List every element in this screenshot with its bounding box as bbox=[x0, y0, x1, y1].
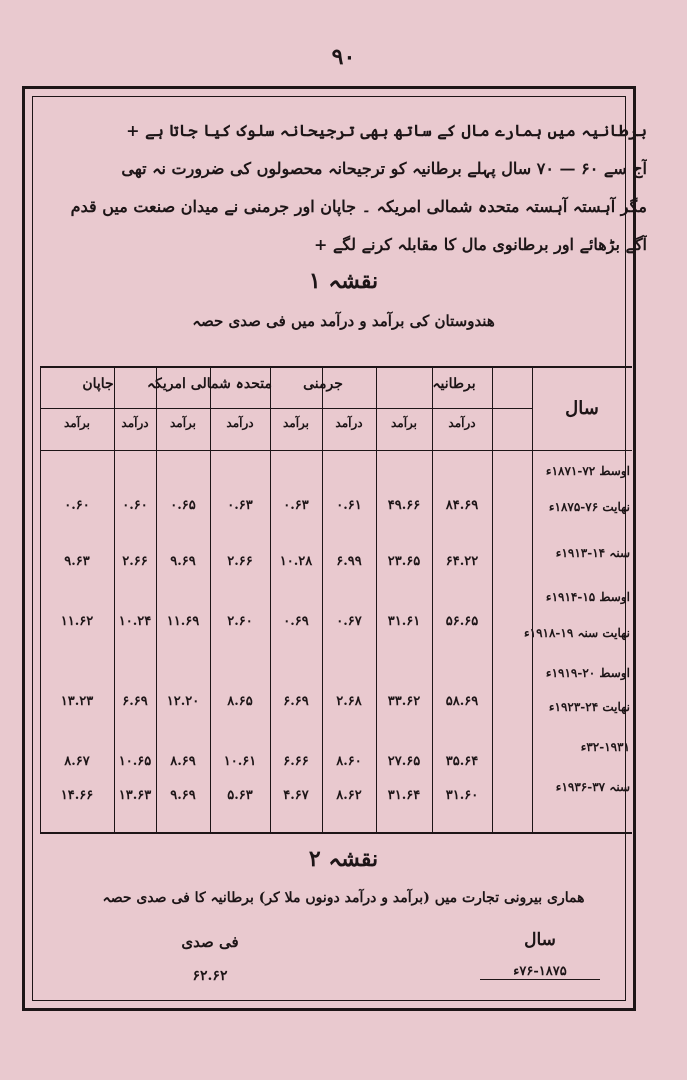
table-cell: ۵.۶۳ bbox=[227, 788, 253, 803]
table-cell: ۳۱.۶۰ bbox=[445, 788, 479, 803]
table-cell: ۵۸.۶۹ bbox=[445, 694, 479, 709]
intro-line: آگے بڑھائے اور برطانوی مال کا مقابلہ کرنے لگے + bbox=[313, 235, 647, 254]
intro-paragraph bbox=[40, 112, 647, 264]
col-header: درآمد bbox=[226, 416, 254, 430]
table-cell: ۱۳.۶۳ bbox=[118, 788, 152, 803]
table-cell: ۸.۶۹ bbox=[170, 754, 196, 769]
table-cell: ۲.۶۸ bbox=[336, 694, 362, 709]
table-cell: ۰.۶۰ bbox=[64, 498, 90, 513]
table-cell: ۰.۶۳ bbox=[283, 498, 309, 513]
period-label: اوسط ۷۲-۱۸۷۱ء bbox=[545, 464, 630, 478]
table-rule bbox=[532, 368, 533, 832]
table-cell: ۲.۶۰ bbox=[227, 614, 253, 629]
table-cell: ۱۰.۲۸ bbox=[279, 554, 313, 569]
table-cell: ۴۹.۶۶ bbox=[387, 498, 421, 513]
table-cell: ۳۳.۶۲ bbox=[387, 694, 421, 709]
table-cell: ۰.۶۷ bbox=[336, 614, 362, 629]
table-cell: ۲.۶۶ bbox=[122, 554, 148, 569]
table-cell: ۶.۶۹ bbox=[283, 694, 309, 709]
table-cell: ۶.۹۹ bbox=[336, 554, 362, 569]
year-header: سال bbox=[565, 398, 599, 419]
col-header: برآمد bbox=[390, 416, 418, 430]
group-britain: برطانیہ bbox=[432, 376, 476, 392]
table1-subtitle: ھندوستان کی برآمد و درآمد میں فی صدی حصہ bbox=[192, 312, 495, 330]
table-cell: ۸۴.۶۹ bbox=[445, 498, 479, 513]
col-header: برآمد bbox=[63, 416, 91, 430]
table-cell: ۹.۶۹ bbox=[170, 554, 196, 569]
table-cell: ۱۴.۶۶ bbox=[60, 788, 94, 803]
table-cell: ۸.۶۰ bbox=[336, 754, 362, 769]
table-cell: ۱۱.۶۲ bbox=[60, 614, 94, 629]
table-cell: ۲۷.۶۵ bbox=[387, 754, 421, 769]
col-header: درآمد bbox=[121, 416, 149, 430]
table-cell: ۰.۶۳ bbox=[227, 498, 253, 513]
table2-percent-value: ۶۲.۶۲ bbox=[192, 968, 228, 984]
table-cell: ۰.۶۹ bbox=[283, 614, 309, 629]
table-cell: ۰.۶۵ bbox=[170, 498, 196, 513]
table-cell: ۶.۶۶ bbox=[283, 754, 309, 769]
table-cell: ۶.۶۹ bbox=[122, 694, 148, 709]
period-label: نھایت ۷۶-۱۸۷۵ء bbox=[548, 500, 630, 514]
group-germany: جرمنی bbox=[303, 376, 343, 392]
period-label: نھایت سنہ ۱۹-۱۹۱۸ء bbox=[523, 626, 630, 640]
period-label: ۳۲-۱۹۳۱ء bbox=[580, 740, 630, 754]
period-label: سنہ ۳۷-۱۹۳۶ء bbox=[555, 780, 630, 794]
col-header: برآمد bbox=[282, 416, 310, 430]
group-usa: متحدہ شمالی امریکہ bbox=[146, 376, 272, 392]
table-cell: ۱۰.۶۵ bbox=[118, 754, 152, 769]
table-cell: ۱۳.۲۳ bbox=[60, 694, 94, 709]
table1-title: نقشہ ۱ bbox=[308, 268, 379, 294]
col-header: درآمد bbox=[335, 416, 363, 430]
intro-line: مگر آہستہ آہستہ متحدہ شمالی امریکہ ۔ جاپان اور جرمنی نے میدان صنعت میں قدم bbox=[70, 197, 647, 216]
col-header: درآمد bbox=[448, 416, 476, 430]
period-label: اوسط ۲۰-۱۹۱۹ء bbox=[545, 666, 630, 680]
table-cell: ۲۳.۶۵ bbox=[387, 554, 421, 569]
table2-subtitle: ھماری بیرونی تجارت میں (برآمد و درآمد دونوں ملا کر) برطانیہ کا فی صدی حصہ bbox=[102, 890, 585, 906]
table-cell: ۲.۶۶ bbox=[227, 554, 253, 569]
table-cell: ۱۲.۲۰ bbox=[166, 694, 200, 709]
table2-title: نقشہ ۲ bbox=[308, 846, 379, 872]
table-cell: ۱۱.۶۹ bbox=[166, 614, 200, 629]
table-cell: ۳۱.۶۱ bbox=[387, 614, 421, 629]
intro-line: برطانیہ میں ہمارے مال کے ساتھ بھی ترجیحانہ سلوک کیا جاتا ہے + bbox=[126, 121, 647, 140]
table-cell: ۳۱.۶۴ bbox=[387, 788, 421, 803]
page-number: ۹۰ bbox=[331, 44, 356, 70]
table-cell: ۴.۶۷ bbox=[283, 788, 309, 803]
col-header: برآمد bbox=[169, 416, 197, 430]
table-cell: ۹.۶۳ bbox=[64, 554, 90, 569]
table-cell: ۹.۶۹ bbox=[170, 788, 196, 803]
table-cell: ۰.۶۱ bbox=[336, 498, 362, 513]
table-rule bbox=[492, 368, 493, 832]
table-cell: ۸.۶۵ bbox=[227, 694, 253, 709]
table-cell: ۱۰.۶۱ bbox=[223, 754, 257, 769]
table-cell: ۱۰.۲۴ bbox=[118, 614, 152, 629]
table-cell: ۶۴.۲۲ bbox=[445, 554, 479, 569]
table2-year-value: ۷۶-۱۸۷۵ء bbox=[480, 964, 600, 980]
table2-percent-header: فی صدی bbox=[181, 933, 239, 951]
table-cell: ۳۵.۶۴ bbox=[445, 754, 479, 769]
group-japan: جاپان bbox=[82, 376, 114, 392]
table-rule bbox=[40, 450, 632, 451]
table-cell: ۸.۶۷ bbox=[64, 754, 90, 769]
table-cell: ۵۶.۶۵ bbox=[445, 614, 479, 629]
period-label: اوسط ۱۵-۱۹۱۴ء bbox=[545, 590, 630, 604]
table2-year-header: سال bbox=[524, 930, 556, 950]
period-label: نھایت ۲۴-۱۹۲۳ء bbox=[548, 700, 630, 714]
period-label: سنہ ۱۴-۱۹۱۳ء bbox=[555, 546, 630, 560]
table-rule bbox=[40, 408, 532, 409]
table-cell: ۰.۶۰ bbox=[122, 498, 148, 513]
trade-table bbox=[40, 366, 632, 834]
table-cell: ۸.۶۲ bbox=[336, 788, 362, 803]
intro-line: آج سے ۶۰ — ۷۰ سال پہلے برطانیہ کو ترجیحانہ محصولوں کی ضرورت نہ تھی bbox=[121, 159, 647, 178]
